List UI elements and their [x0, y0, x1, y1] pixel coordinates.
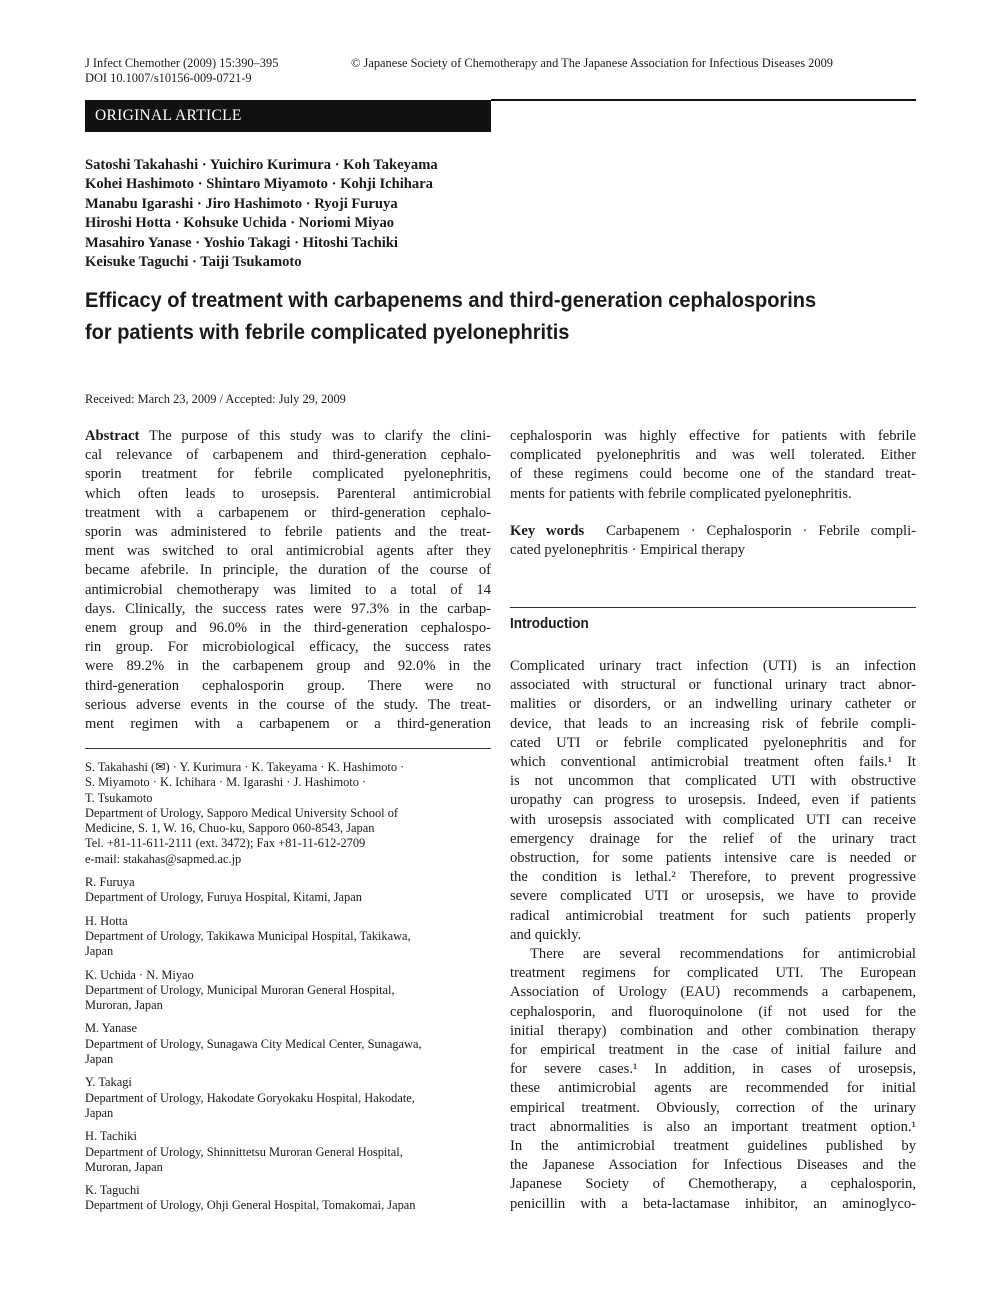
intro-line: the condition is lethal.² Therefore, to prevent progressive: [510, 869, 916, 886]
intro-line: is not uncommon that complicated UTI with obstructive: [510, 773, 916, 790]
author-line: Masahiro Yanase · Yoshio Takagi · Hitoshi Tachiki: [85, 234, 398, 251]
affiliation-line: Muroran, Japan: [85, 1159, 163, 1174]
author-line: Kohei Hashimoto · Shintaro Miyamoto · Kohji Ichihara: [85, 176, 433, 193]
introduction-heading: Introduction: [510, 615, 589, 632]
copyright: © Japanese Society of Chemotherapy and The Japanese Association for Infectious Diseases 2009: [351, 56, 833, 70]
affiliation-line: H. Hotta: [85, 913, 128, 928]
abstract-line: were 89.2% in the carbapenem group and 92.0% in the: [85, 658, 491, 675]
affiliation-line: Japan: [85, 1105, 114, 1120]
affiliation-line: Department of Urology, Sunagawa City Medical Center, Sunagawa,: [85, 1036, 422, 1051]
abstract-line: Abstract The purpose of this study was to clarify the clini-: [85, 428, 491, 444]
abstract: [85, 427, 491, 734]
affiliation-line: Department of Urology, Ohji General Hospital, Tomakomai, Japan: [85, 1198, 416, 1213]
intro-line: Complicated urinary tract infection (UTI) is an infection: [510, 658, 916, 674]
intro-line: the Japanese Association for Infectious Diseases and the: [510, 1157, 916, 1174]
affiliation-line: Y. Takagi: [85, 1075, 132, 1090]
affiliation-line: Medicine, S. 1, W. 16, Chuo-ku, Sapporo 060-8543, Japan: [85, 821, 375, 836]
affiliation-block: [85, 875, 491, 906]
intro-line: treatment regimens for complicated UTI. The European: [510, 965, 916, 982]
abstract-line: third-generation cephalosporin group. There were no: [85, 677, 491, 694]
abstract-line: sporin was administered to febrile patients and the treat-: [85, 524, 491, 541]
intro-line: radical antimicrobial treatment for such patients properly: [510, 907, 916, 924]
intro-line: for empirical treatment in the case of initial failure and: [510, 1042, 916, 1059]
affiliation-line: M. Yanase: [85, 1021, 137, 1036]
abstract-line: became afebrile. In principle, the duration of the course of: [85, 562, 491, 579]
abstract-line: of these regimens could become one of the standard treat-: [510, 466, 916, 483]
abstract-line: ment was switched to oral antimicrobial agents after they: [85, 543, 491, 560]
intro-line: cated UTI or febrile complicated pyelonephritis and for: [510, 734, 916, 751]
intro-line: cephalosporin, and fluoroquinolone (if not used for the: [510, 1003, 916, 1020]
email-line[interactable]: e-mail: stakahas@sapmed.ac.jp: [85, 851, 242, 866]
abstract-line: ments for patients with febrile complicated pyelonephritis.: [510, 485, 852, 502]
intro-line: obstruction, for some patients intensive care is needed or: [510, 850, 916, 867]
article-type-band: [85, 100, 491, 132]
intro-line: for severe cases.¹ In addition, in cases of urosepsis,: [510, 1061, 916, 1078]
affiliation-line: S. Miyamoto · K. Ichihara · M. Igarashi · J. Hashimoto ·: [85, 775, 367, 790]
affiliation-block: [85, 914, 491, 960]
keywords-label: Key words: [510, 523, 585, 539]
affiliation-line: Tel. +81-11-611-2111 (ext. 3472); Fax +81-11-612-2709: [85, 836, 366, 851]
author-line: Manabu Igarashi · Jiro Hashimoto · Ryoji Furuya: [85, 195, 398, 212]
affiliation-block: [85, 1183, 491, 1214]
affiliations: [85, 760, 491, 1222]
intro-line: Japanese Society of Chemotherapy, a cephalosporin,: [510, 1176, 916, 1193]
journal-citation: J Infect Chemother (2009) 15:390–395: [85, 56, 279, 70]
intro-line: tract abnormalities is also an important treatment option.¹: [510, 1118, 916, 1135]
abstract-line: sporin treatment for febrile complicated pyelonephritis,: [85, 466, 491, 483]
intro-line: associated with structural or functional urinary tract abnor-: [510, 677, 916, 694]
affiliation-line: Japan: [85, 1052, 114, 1067]
affiliation-line: S. Takahashi (✉) · Y. Kurimura · K. Takeyama · K. Hashimoto ·: [85, 760, 405, 774]
abstract-line: antimicrobial chemotherapy was limited to a total of 14: [85, 581, 491, 598]
affiliation-line: T. Tsukamoto: [85, 790, 153, 805]
intro-line: and quickly.: [510, 926, 582, 943]
affiliation-block: [85, 1129, 491, 1175]
abstract-line: which often leads to urosepsis. Parenteral antimicrobial: [85, 485, 491, 502]
intro-line: these antimicrobial agents are recommended for initial: [510, 1080, 916, 1097]
affiliation-block: [85, 968, 491, 1014]
affiliation-line: K. Uchida · N. Miyao: [85, 967, 194, 982]
keywords: [510, 522, 916, 560]
affiliation-line: Muroran, Japan: [85, 998, 163, 1013]
affiliation-line: H. Tachiki: [85, 1129, 137, 1144]
author-line: Keisuke Taguchi · Taiji Tsukamoto: [85, 254, 302, 271]
intro-line: malities or disorders, or an indwelling urinary catheter or: [510, 696, 916, 713]
keywords-line: Key words Carbapenem · Cephalosporin · Febrile compli-: [510, 523, 916, 539]
introduction-body: [510, 657, 916, 1214]
section-rule: [510, 607, 916, 608]
affiliation-line: R. Furuya: [85, 875, 135, 890]
intro-line: severe complicated UTI or urosepsis, we have to provide: [510, 888, 916, 905]
title-line: Efficacy of treatment with carbapenems and third-generation cephalosporins: [85, 288, 817, 312]
abstract-line: cephalosporin was highly effective for patients with febrile: [510, 428, 916, 444]
affiliation-line: Department of Urology, Municipal Muroran General Hospital,: [85, 982, 395, 997]
abstract-continued: [510, 427, 916, 504]
author-list: [85, 156, 505, 272]
article-title: [85, 284, 862, 348]
intro-line: penicillin with a beta-lactamase inhibitor, an aminoglyco-: [510, 1195, 916, 1212]
keywords-line: cated pyelonephritis · Empirical therapy: [510, 542, 746, 559]
affiliation-line: Department of Urology, Shinnittetsu Muroran General Hospital,: [85, 1144, 403, 1159]
intro-line: In the antimicrobial treatment guidelines published by: [510, 1138, 916, 1155]
affiliation-line: Japan: [85, 944, 114, 959]
author-line: Hiroshi Hotta · Kohsuke Uchida · Noriomi Miyao: [85, 215, 395, 232]
intro-line: emergency drainage for the relief of the urinary tract: [510, 830, 916, 847]
title-line: for patients with febrile complicated pyelonephritis: [85, 320, 570, 344]
abstract-line: days. Clinically, the success rates were 97.3% in the carbap-: [85, 600, 491, 617]
affiliation-line: K. Taguchi: [85, 1183, 140, 1198]
author-line: Satoshi Takahashi · Yuichiro Kurimura · Koh Takeyama: [85, 157, 438, 173]
intro-line: device, that leads to an increasing risk of febrile compli-: [510, 715, 916, 732]
abstract-label: Abstract: [85, 428, 140, 444]
abstract-line: cal relevance of carbapenem and third-generation cephalo-: [85, 447, 491, 464]
intro-line: There are several recommendations for antimicrobial: [530, 946, 916, 963]
affiliation-block: [85, 1021, 491, 1067]
affiliation-block: [85, 760, 491, 867]
abstract-line: ment regimen with a carbapenem or a third-generation: [85, 716, 491, 733]
affiliation-block: [85, 1075, 491, 1121]
intro-line: with urosepsis associated with complicated UTI can receive: [510, 811, 916, 828]
abstract-line: rin group. For microbiological efficacy, the success rates: [85, 639, 491, 656]
abstract-line: treatment with a carbapenem or third-generation cephalo-: [85, 504, 491, 521]
article-type-label: ORIGINAL ARTICLE: [95, 107, 242, 124]
affiliation-line: Department of Urology, Furuya Hospital, Kitami, Japan: [85, 890, 362, 905]
abstract-line: enem group and 96.0% in the third-generation cephalospo-: [85, 620, 491, 637]
intro-line: Association of Urology (EAU) recommends a carbapenem,: [510, 984, 916, 1001]
footnote-rule: [85, 748, 491, 749]
abstract-line: complicated pyelonephritis and was well tolerated. Either: [510, 447, 916, 464]
affiliation-line: Department of Urology, Sapporo Medical University School of: [85, 805, 399, 820]
header-rule: [491, 99, 916, 101]
affiliation-line: Department of Urology, Hakodate Goryokaku Hospital, Hakodate,: [85, 1090, 415, 1105]
intro-line: which conventional antimicrobial treatment often fails.¹ It: [510, 754, 916, 771]
intro-line: uropathy can progress to urosepsis. Indeed, even if patients: [510, 792, 916, 809]
affiliation-line: Department of Urology, Takikawa Municipal Hospital, Takikawa,: [85, 928, 411, 943]
intro-line: empirical treatment. Obviously, correction of the urinary: [510, 1099, 916, 1116]
doi: DOI 10.1007/s10156-009-0721-9: [85, 71, 252, 85]
received-dates: Received: March 23, 2009 / Accepted: July 29, 2009: [85, 392, 346, 406]
intro-line: initial therapy) combination and other combination therapy: [510, 1022, 916, 1039]
abstract-line: serious adverse events in the course of the study. The treat-: [85, 696, 491, 713]
